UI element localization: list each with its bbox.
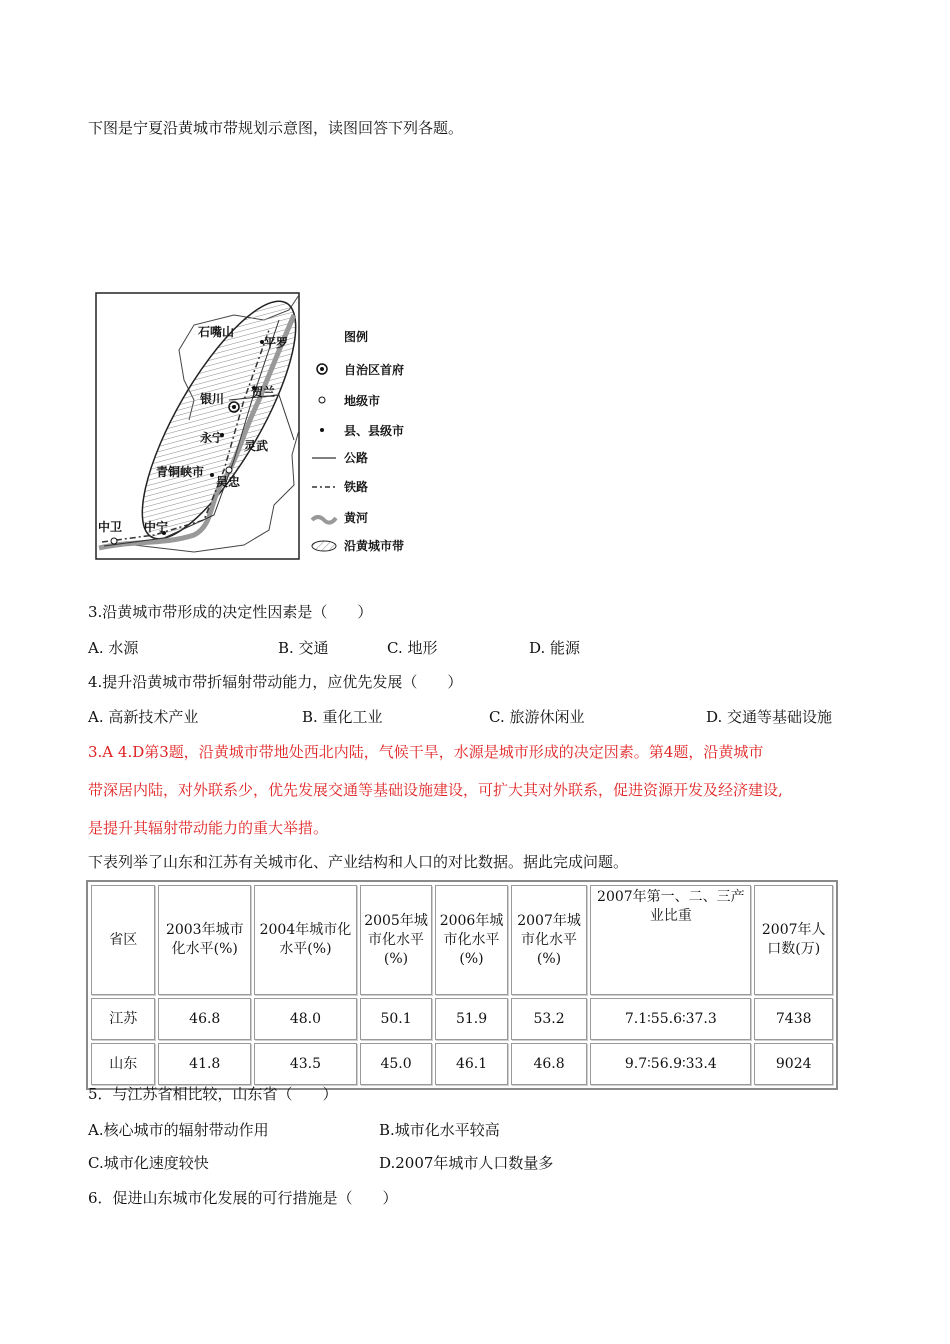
q4-option-c: C. 旅游休闲业 <box>489 708 585 726</box>
city-label-wuzhong: 吴忠 <box>216 475 241 489</box>
table-cell: 53.2 <box>511 998 588 1040</box>
q6-stem: 6．促进山东城市化发展的可行措施是（ ） <box>88 1189 398 1207</box>
q3-option-b: B. 交通 <box>278 639 329 657</box>
legend-prefecture-icon <box>319 397 325 403</box>
table-cell: 46.8 <box>158 998 251 1040</box>
table-cell: 46.8 <box>511 1043 588 1085</box>
table-cell: 7.1∶55.6∶37.3 <box>590 998 751 1040</box>
q3-stem: 3.沿黄城市带形成的决定性因素是（ ） <box>88 603 373 621</box>
legend-river-label: 黄河 <box>344 511 369 525</box>
table-header-row <box>91 885 833 995</box>
table-cell: 51.9 <box>435 998 508 1040</box>
table-cell: 48.0 <box>254 998 357 1040</box>
legend-title: 图例 <box>344 330 369 344</box>
city-label-lingwu: 灵武 <box>244 439 269 453</box>
table-cell: 7438 <box>754 998 833 1040</box>
city-label-shizuishan: 石嘴山 <box>198 325 235 339</box>
city-label-zhongwei: 中卫 <box>98 520 123 534</box>
legend-capital-icon-dot <box>320 367 324 371</box>
legend-river-icon <box>312 517 336 523</box>
answer-line-2: 带深居内陆，对外联系少，优先发展交通等基础设施建设，可扩大其对外联系，促进资源开发及经济建设, <box>88 781 783 799</box>
table-cell: 山东 <box>91 1043 155 1085</box>
legend-belt-label: 沿黄城市带 <box>344 539 405 553</box>
prefecture-marker <box>111 538 117 544</box>
legend-highway-label: 公路 <box>344 451 369 465</box>
legend-county-icon <box>320 428 324 432</box>
legend-county-label: 县、县级市 <box>344 424 405 438</box>
table-row <box>91 1043 833 1085</box>
table-cell: 50.1 <box>360 998 433 1040</box>
city-label-yongning: 永宁 <box>200 431 225 445</box>
comparison-table <box>86 880 838 1090</box>
city-label-yinchuan: 银川 <box>200 392 225 406</box>
answer-line-3: 是提升其辐射带动能力的重大举措。 <box>88 819 329 837</box>
table-cell: 江苏 <box>91 998 155 1040</box>
q5-option-d: D.2007年城市人口数量多 <box>379 1154 554 1172</box>
table-header-cell: 2007年第一、二、三产业比重 <box>590 885 751 995</box>
capital-marker-dot <box>232 405 236 409</box>
table-cell: 9024 <box>754 1043 833 1085</box>
table-cell: 41.8 <box>158 1043 251 1085</box>
table-header-cell: 2003年城市化水平(%) <box>158 885 251 995</box>
legend-capital-label: 自治区首府 <box>344 363 405 377</box>
q3-option-a: A. 水源 <box>88 639 139 657</box>
table-header-cell: 2006年城市化水平(%) <box>435 885 508 995</box>
ningxia-map <box>94 290 434 575</box>
q5-option-c: C.城市化速度较快 <box>88 1154 209 1172</box>
city-label-zhongning: 中宁 <box>144 520 169 534</box>
table-cell: 46.1 <box>435 1043 508 1085</box>
q4-option-b: B. 重化工业 <box>302 708 383 726</box>
answer-line-1: 3.A 4.D第3题，沿黄城市带地处西北内陆，气候干旱，水源是城市形成的决定因素。第4题，沿黄城市 <box>88 743 764 761</box>
county-marker <box>210 473 214 477</box>
table-header-cell: 省区 <box>91 885 155 995</box>
legend-railway-label: 铁路 <box>344 480 369 494</box>
q4-option-d: D. 交通等基础设施 <box>706 708 833 726</box>
q4-option-a: A. 高新技术产业 <box>88 708 199 726</box>
table-intro: 下表列举了山东和江苏有关城市化、产业结构和人口的对比数据。据此完成问题。 <box>88 853 629 871</box>
table-header-cell: 2007年人口数(万) <box>754 885 833 995</box>
city-label-qingtongxia: 青铜峡市 <box>156 465 205 479</box>
table-cell: 43.5 <box>254 1043 357 1085</box>
q5-option-b: B.城市化水平较高 <box>379 1121 500 1139</box>
q5-option-a: A.核心城市的辐射带动作用 <box>88 1121 269 1139</box>
q3-option-c: C. 地形 <box>387 639 438 657</box>
table-row <box>91 998 833 1040</box>
intro-text: 下图是宁夏沿黄城市带规划示意图，读图回答下列各题。 <box>88 119 464 137</box>
legend-belt-icon <box>312 541 336 551</box>
city-label-pingluo: 平罗 <box>264 336 289 350</box>
legend-prefecture-label: 地级市 <box>344 394 381 408</box>
table-cell: 45.0 <box>360 1043 433 1085</box>
q3-option-d: D. 能源 <box>529 639 581 657</box>
table-header-cell: 2007年城市化水平(%) <box>511 885 588 995</box>
table-header-cell: 2004年城市化水平(%) <box>254 885 357 995</box>
table-header-cell: 2005年城市化水平(%) <box>360 885 433 995</box>
prefecture-marker <box>226 467 232 473</box>
table-cell: 9.7∶56.9∶33.4 <box>590 1043 751 1085</box>
q5-stem: 5．与江苏省相比较，山东省（ ） <box>88 1085 338 1103</box>
city-label-helan: 贺兰 <box>251 385 276 399</box>
q4-stem: 4.提升沿黄城市带折辐射带动能力，应优先发展（ ） <box>88 673 463 691</box>
